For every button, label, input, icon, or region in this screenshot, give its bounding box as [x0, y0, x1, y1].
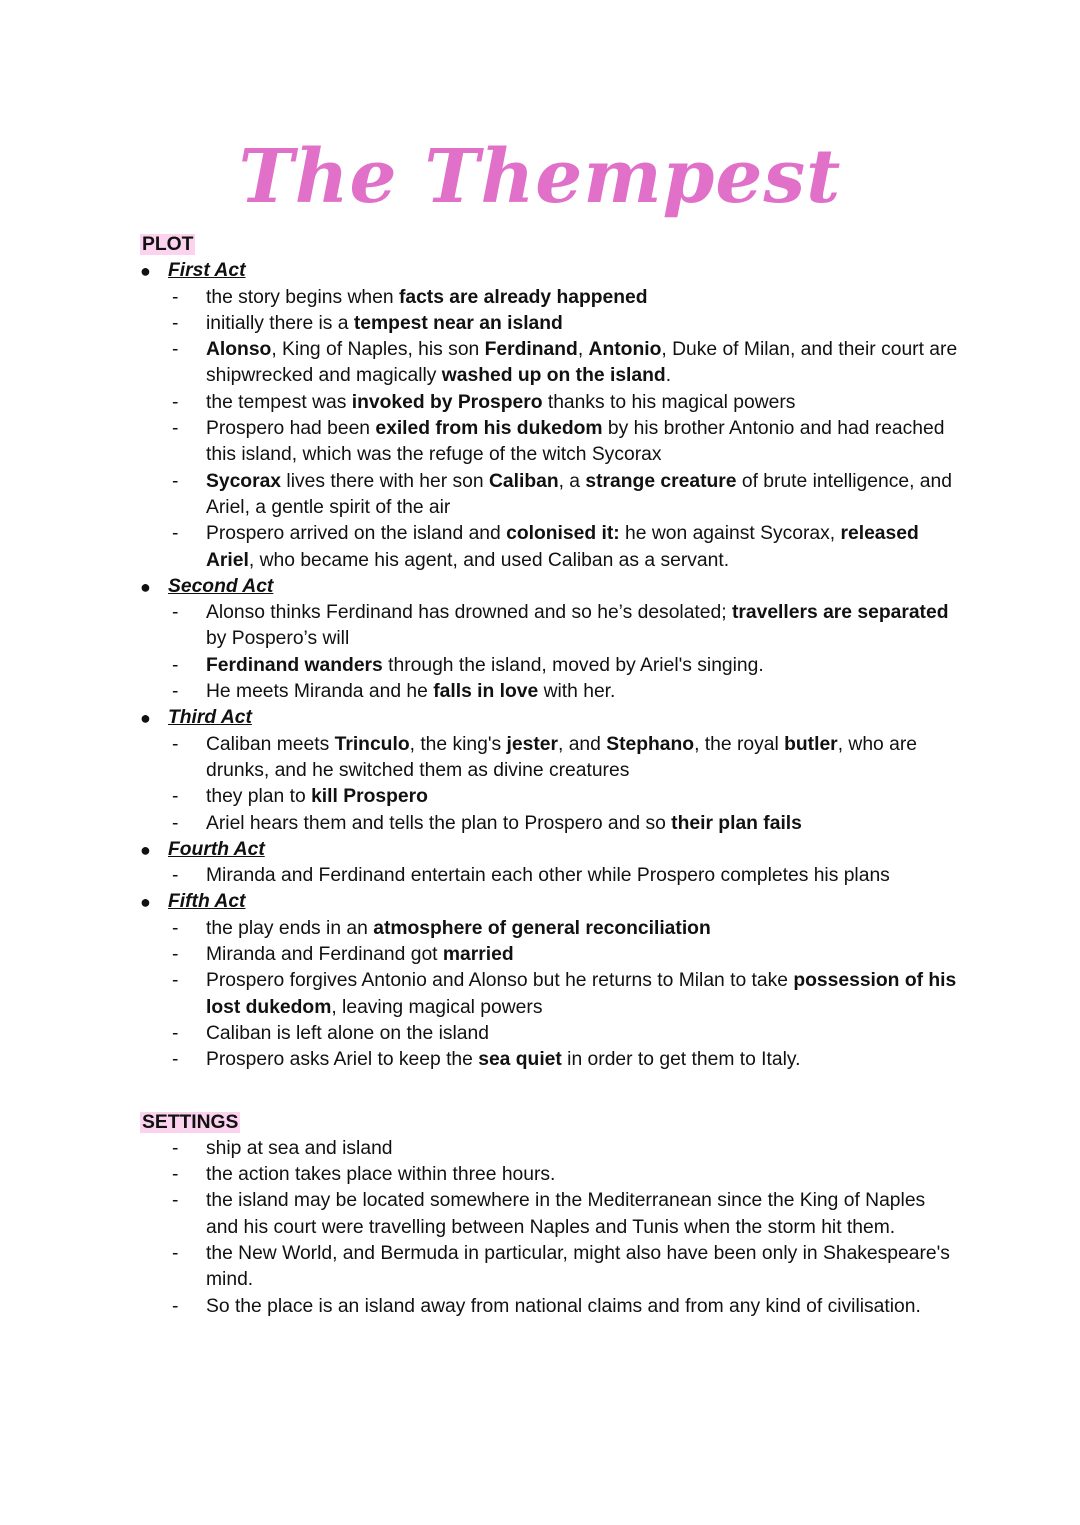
dash-bullet: - — [172, 418, 179, 440]
dash-bullet: - — [172, 865, 179, 887]
bullet-icon: ● — [140, 839, 151, 860]
bold-text: possession of his lost dukedom — [206, 970, 957, 1018]
list-item — [140, 1021, 960, 1047]
dash-bullet: - — [172, 1190, 179, 1212]
text-run: the New World, and Bermuda in particular, might also have been only in Shakespeare's mind. — [206, 1242, 950, 1291]
list-item — [140, 1241, 960, 1294]
dash-bullet: - — [172, 1242, 179, 1264]
dash-bullet: - — [172, 1164, 179, 1186]
bold-text: atmosphere of general reconciliation — [373, 917, 711, 939]
plot-heading-label: PLOT — [142, 234, 194, 255]
list-item — [140, 968, 960, 1021]
text-run: the tempest was — [206, 391, 352, 413]
document-body — [140, 232, 960, 1320]
text-run: the play ends in an — [206, 917, 374, 939]
bold-text: Sycorax — [206, 470, 282, 492]
dash-bullet: - — [172, 312, 179, 334]
act-title: Fourth Act — [168, 838, 265, 860]
list-item — [140, 1136, 960, 1162]
dash-bullet: - — [172, 786, 179, 808]
list-item — [140, 784, 960, 810]
dash-bullet: - — [172, 470, 179, 492]
text-run: in order to get them to Italy. — [561, 1049, 801, 1071]
list-item — [140, 1294, 960, 1320]
text-run: So the place is an island away from national claims and from any kind of civilisation. — [206, 1295, 921, 1317]
acts-list — [140, 258, 960, 1073]
list-item — [140, 600, 960, 653]
text-run: Miranda and Ferdinand entertain each other while Prospero completes his plans — [206, 865, 890, 887]
list-item — [140, 337, 960, 390]
act-section — [140, 705, 960, 836]
text-run: Caliban is left alone on the island — [206, 1022, 489, 1044]
act-points — [140, 863, 960, 889]
text-run: Prospero had been — [206, 418, 376, 440]
bold-text: falls in love — [433, 681, 539, 703]
act-heading — [140, 258, 960, 284]
list-item — [140, 942, 960, 968]
dash-bullet: - — [172, 286, 179, 308]
text-run: thanks to his magical powers — [542, 391, 796, 413]
text-run: . — [665, 365, 672, 387]
dash-bullet: - — [172, 970, 179, 992]
bullet-icon: ● — [140, 892, 151, 913]
act-points — [140, 732, 960, 837]
text-run: Caliban meets — [206, 733, 335, 755]
dash-bullet: - — [172, 812, 179, 834]
text-run: Miranda and Ferdinand got — [206, 944, 443, 966]
bullet-icon: ● — [140, 708, 151, 729]
text-run: he won against Sycorax, — [619, 523, 841, 545]
dash-bullet: - — [172, 1295, 179, 1317]
act-title: Fifth Act — [168, 891, 246, 913]
bold-text: their plan fails — [671, 812, 802, 834]
bold-text: invoked by Prospero — [351, 391, 543, 413]
text-run: ship at sea and island — [206, 1137, 393, 1159]
list-item — [140, 521, 960, 574]
text-run: Ariel hears them and tells the plan to Prospero and so — [206, 812, 672, 834]
bold-text: sea quiet — [478, 1049, 562, 1071]
dash-bullet: - — [172, 1049, 179, 1071]
settings-heading — [140, 1110, 960, 1136]
act-section — [140, 837, 960, 890]
list-item — [140, 390, 960, 416]
text-run: lives there with her son — [281, 470, 489, 492]
bold-text: butler — [784, 733, 838, 755]
text-run: , King of Naples, his son — [271, 339, 485, 361]
bullet-icon: ● — [140, 576, 151, 597]
text-run: with her. — [538, 681, 616, 703]
text-run: Alonso thinks Ferdinand has drowned and so he’s desolated; — [206, 602, 732, 624]
text-run: , Duke of Milan, and their court are shipwrecked and magically — [206, 339, 958, 387]
dash-bullet: - — [172, 1022, 179, 1044]
act-title: First Act — [168, 260, 246, 282]
list-item — [140, 732, 960, 785]
list-item — [140, 863, 960, 889]
bold-text: kill Prospero — [311, 786, 428, 808]
text-run: , the royal — [694, 733, 785, 755]
text-run: through the island, moved by Ariel's singing. — [382, 654, 764, 676]
dash-bullet: - — [172, 917, 179, 939]
text-run: of brute intelligence, and Ariel, a gentle spirit of the air — [206, 470, 952, 518]
bold-text: tempest near an island — [353, 312, 563, 334]
list-item — [140, 1188, 960, 1241]
bold-text: Stephano — [606, 733, 695, 755]
bold-text: strange creature — [585, 470, 737, 492]
act-title: Third Act — [168, 707, 252, 729]
list-item — [140, 653, 960, 679]
dash-bullet: - — [172, 602, 179, 624]
bold-text: released Ariel — [206, 523, 919, 571]
dash-bullet: - — [172, 681, 179, 703]
dash-bullet: - — [172, 944, 179, 966]
text-run: , leaving magical powers — [331, 996, 543, 1018]
bold-text: facts are already happened — [398, 286, 648, 308]
act-section — [140, 258, 960, 574]
text-run: initially there is a — [206, 312, 354, 334]
text-run: , a — [558, 470, 586, 492]
settings-section — [140, 1110, 960, 1320]
text-run: , — [577, 339, 589, 361]
text-run: the story begins when — [206, 286, 399, 308]
list-item — [140, 1047, 960, 1073]
bold-text: jester — [506, 733, 558, 755]
text-run: , the king's — [409, 733, 507, 755]
plot-heading — [140, 232, 960, 258]
bold-text: washed up on the island — [441, 365, 666, 387]
bold-text: Trinculo — [334, 733, 410, 755]
list-item — [140, 416, 960, 469]
act-title: Second Act — [168, 575, 274, 597]
text-run: , who became his agent, and used Caliban as a servant. — [248, 549, 730, 571]
text-run: they plan to — [206, 786, 312, 808]
list-item — [140, 916, 960, 942]
act-heading — [140, 889, 960, 915]
bullet-icon: ● — [140, 261, 151, 282]
settings-heading-label: SETTINGS — [142, 1111, 239, 1133]
text-run: the island may be located somewhere in the Mediterranean since the King of Naples and his court were travelling between Naples and Tunis when the storm hit them. — [206, 1190, 926, 1238]
list-item — [140, 311, 960, 337]
dash-bullet: - — [172, 733, 179, 755]
dash-bullet: - — [172, 339, 179, 361]
list-item — [140, 469, 960, 522]
text-run: by his brother Antonio and had reached this island, which was the refuge of the witch Sycorax — [206, 418, 945, 466]
text-run: Prospero forgives Antonio and Alonso but he returns to Milan to take — [206, 970, 794, 992]
dash-bullet: - — [172, 391, 179, 413]
dash-bullet: - — [172, 1137, 179, 1159]
text-run: Prospero asks Ariel to keep the — [206, 1049, 479, 1071]
bold-text: Antonio — [588, 339, 662, 361]
list-item — [140, 1162, 960, 1188]
act-points — [140, 600, 960, 705]
list-item — [140, 679, 960, 705]
bold-text: exiled from his dukedom — [375, 418, 603, 440]
text-run: , who are drunks, and he switched them as divine creatures — [206, 733, 917, 781]
act-points — [140, 916, 960, 1074]
dash-bullet: - — [172, 654, 179, 676]
bold-text: Ferdinand — [484, 339, 578, 361]
bold-text: married — [442, 944, 514, 966]
bold-text: Caliban — [488, 470, 559, 492]
text-run: Prospero arrived on the island and — [206, 523, 507, 545]
text-run: the action takes place within three hours. — [206, 1164, 556, 1186]
bold-text: Alonso — [206, 339, 272, 361]
act-heading — [140, 705, 960, 731]
act-section — [140, 889, 960, 1073]
list-item — [140, 811, 960, 837]
bold-text: colonised it: — [506, 523, 620, 545]
document-title: The Thempest — [238, 134, 842, 220]
act-section — [140, 574, 960, 705]
text-run: by Pospero’s will — [206, 628, 350, 650]
act-points — [140, 285, 960, 574]
act-heading — [140, 574, 960, 600]
dash-bullet: - — [172, 523, 179, 545]
settings-list — [140, 1136, 960, 1320]
bold-text: travellers are separated — [731, 602, 949, 624]
text-run: He meets Miranda and he — [206, 681, 434, 703]
list-item — [140, 285, 960, 311]
text-run: , and — [558, 733, 607, 755]
act-heading — [140, 837, 960, 863]
bold-text: Ferdinand wanders — [206, 654, 383, 676]
